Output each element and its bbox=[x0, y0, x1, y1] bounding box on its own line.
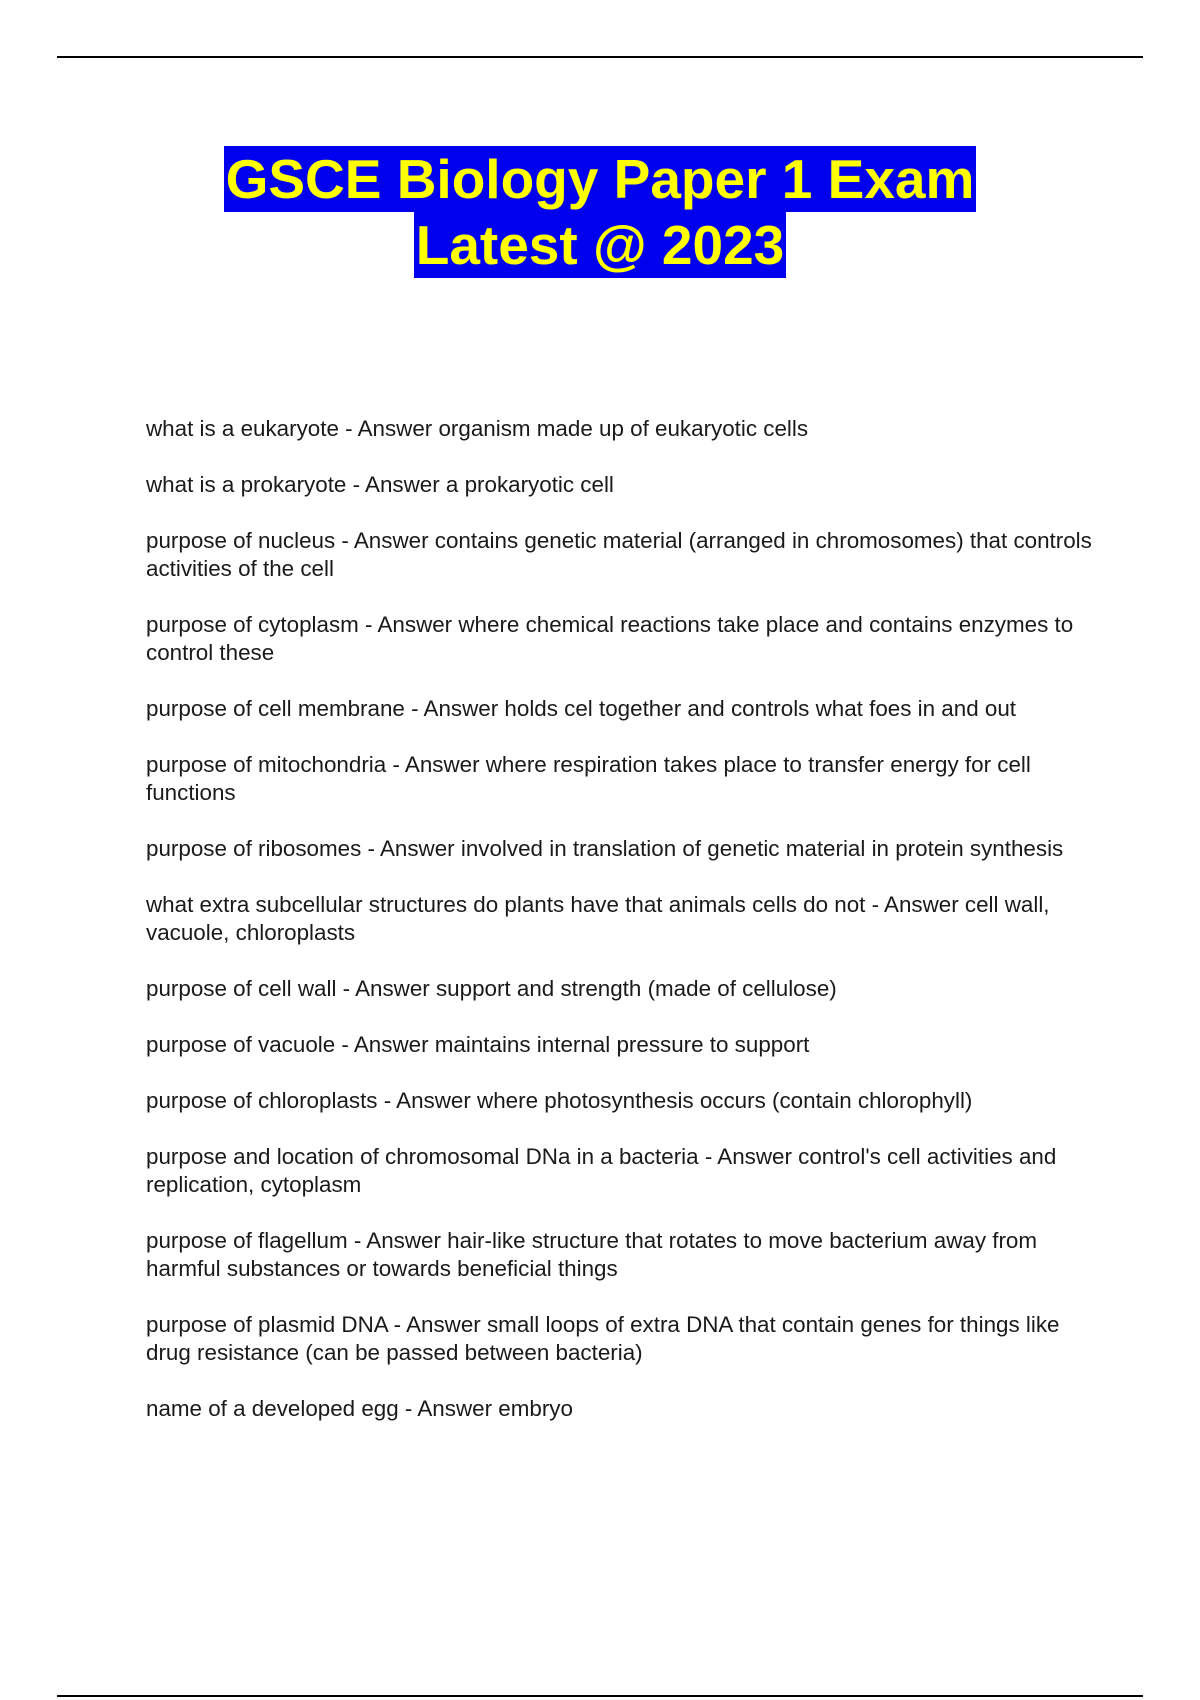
top-rule bbox=[57, 56, 1143, 58]
title-line-2: Latest @ 2023 bbox=[415, 214, 785, 276]
qa-list bbox=[146, 415, 1096, 1451]
qa-item-flagellum: purpose of flagellum - Answer hair-like structure that rotates to move bacterium away from harmful substances or towards beneficial things bbox=[146, 1228, 1038, 1281]
qa-item-chloroplasts: purpose of chloroplasts - Answer where photosynthesis occurs (contain chlorophyll) bbox=[146, 1088, 973, 1113]
qa-item-ribosomes: purpose of ribosomes - Answer involved in translation of genetic material in protein synthesis bbox=[146, 836, 1064, 861]
qa-item-nucleus: purpose of nucleus - Answer contains genetic material (arranged in chromosomes) that controls activities of the cell bbox=[146, 528, 1092, 581]
qa-item-plant-structures: what extra subcellular structures do plants have that animals cells do not - Answer cell wall, vacuole, chloroplasts bbox=[146, 892, 1050, 945]
bottom-rule bbox=[57, 1695, 1143, 1697]
qa-item-vacuole: purpose of vacuole - Answer maintains internal pressure to support bbox=[146, 1032, 810, 1057]
qa-item-plasmid-dna: purpose of plasmid DNA - Answer small loops of extra DNA that contain genes for things like drug resistance (can be passed between bacteria) bbox=[146, 1312, 1060, 1365]
qa-item-prokaryote: what is a prokaryote - Answer a prokaryotic cell bbox=[146, 472, 614, 497]
qa-item-eukaryote: what is a eukaryote - Answer organism made up of eukaryotic cells bbox=[146, 416, 809, 441]
qa-item-cytoplasm: purpose of cytoplasm - Answer where chemical reactions take place and contains enzymes to control these bbox=[146, 612, 1074, 665]
qa-item-chromosomal-dna: purpose and location of chromosomal DNa in a bacteria - Answer control's cell activities and replication, cytoplasm bbox=[146, 1144, 1057, 1197]
title-line-1: GSCE Biology Paper 1 Exam bbox=[225, 148, 975, 210]
qa-item-cell-wall: purpose of cell wall - Answer support and strength (made of cellulose) bbox=[146, 976, 837, 1001]
qa-item-developed-egg: name of a developed egg - Answer embryo bbox=[146, 1396, 573, 1421]
qa-item-mitochondria: purpose of mitochondria - Answer where respiration takes place to transfer energy for cell functions bbox=[146, 752, 1031, 805]
document-title bbox=[0, 146, 1200, 278]
qa-item-cell-membrane: purpose of cell membrane - Answer holds cel together and controls what foes in and out bbox=[146, 696, 1016, 721]
